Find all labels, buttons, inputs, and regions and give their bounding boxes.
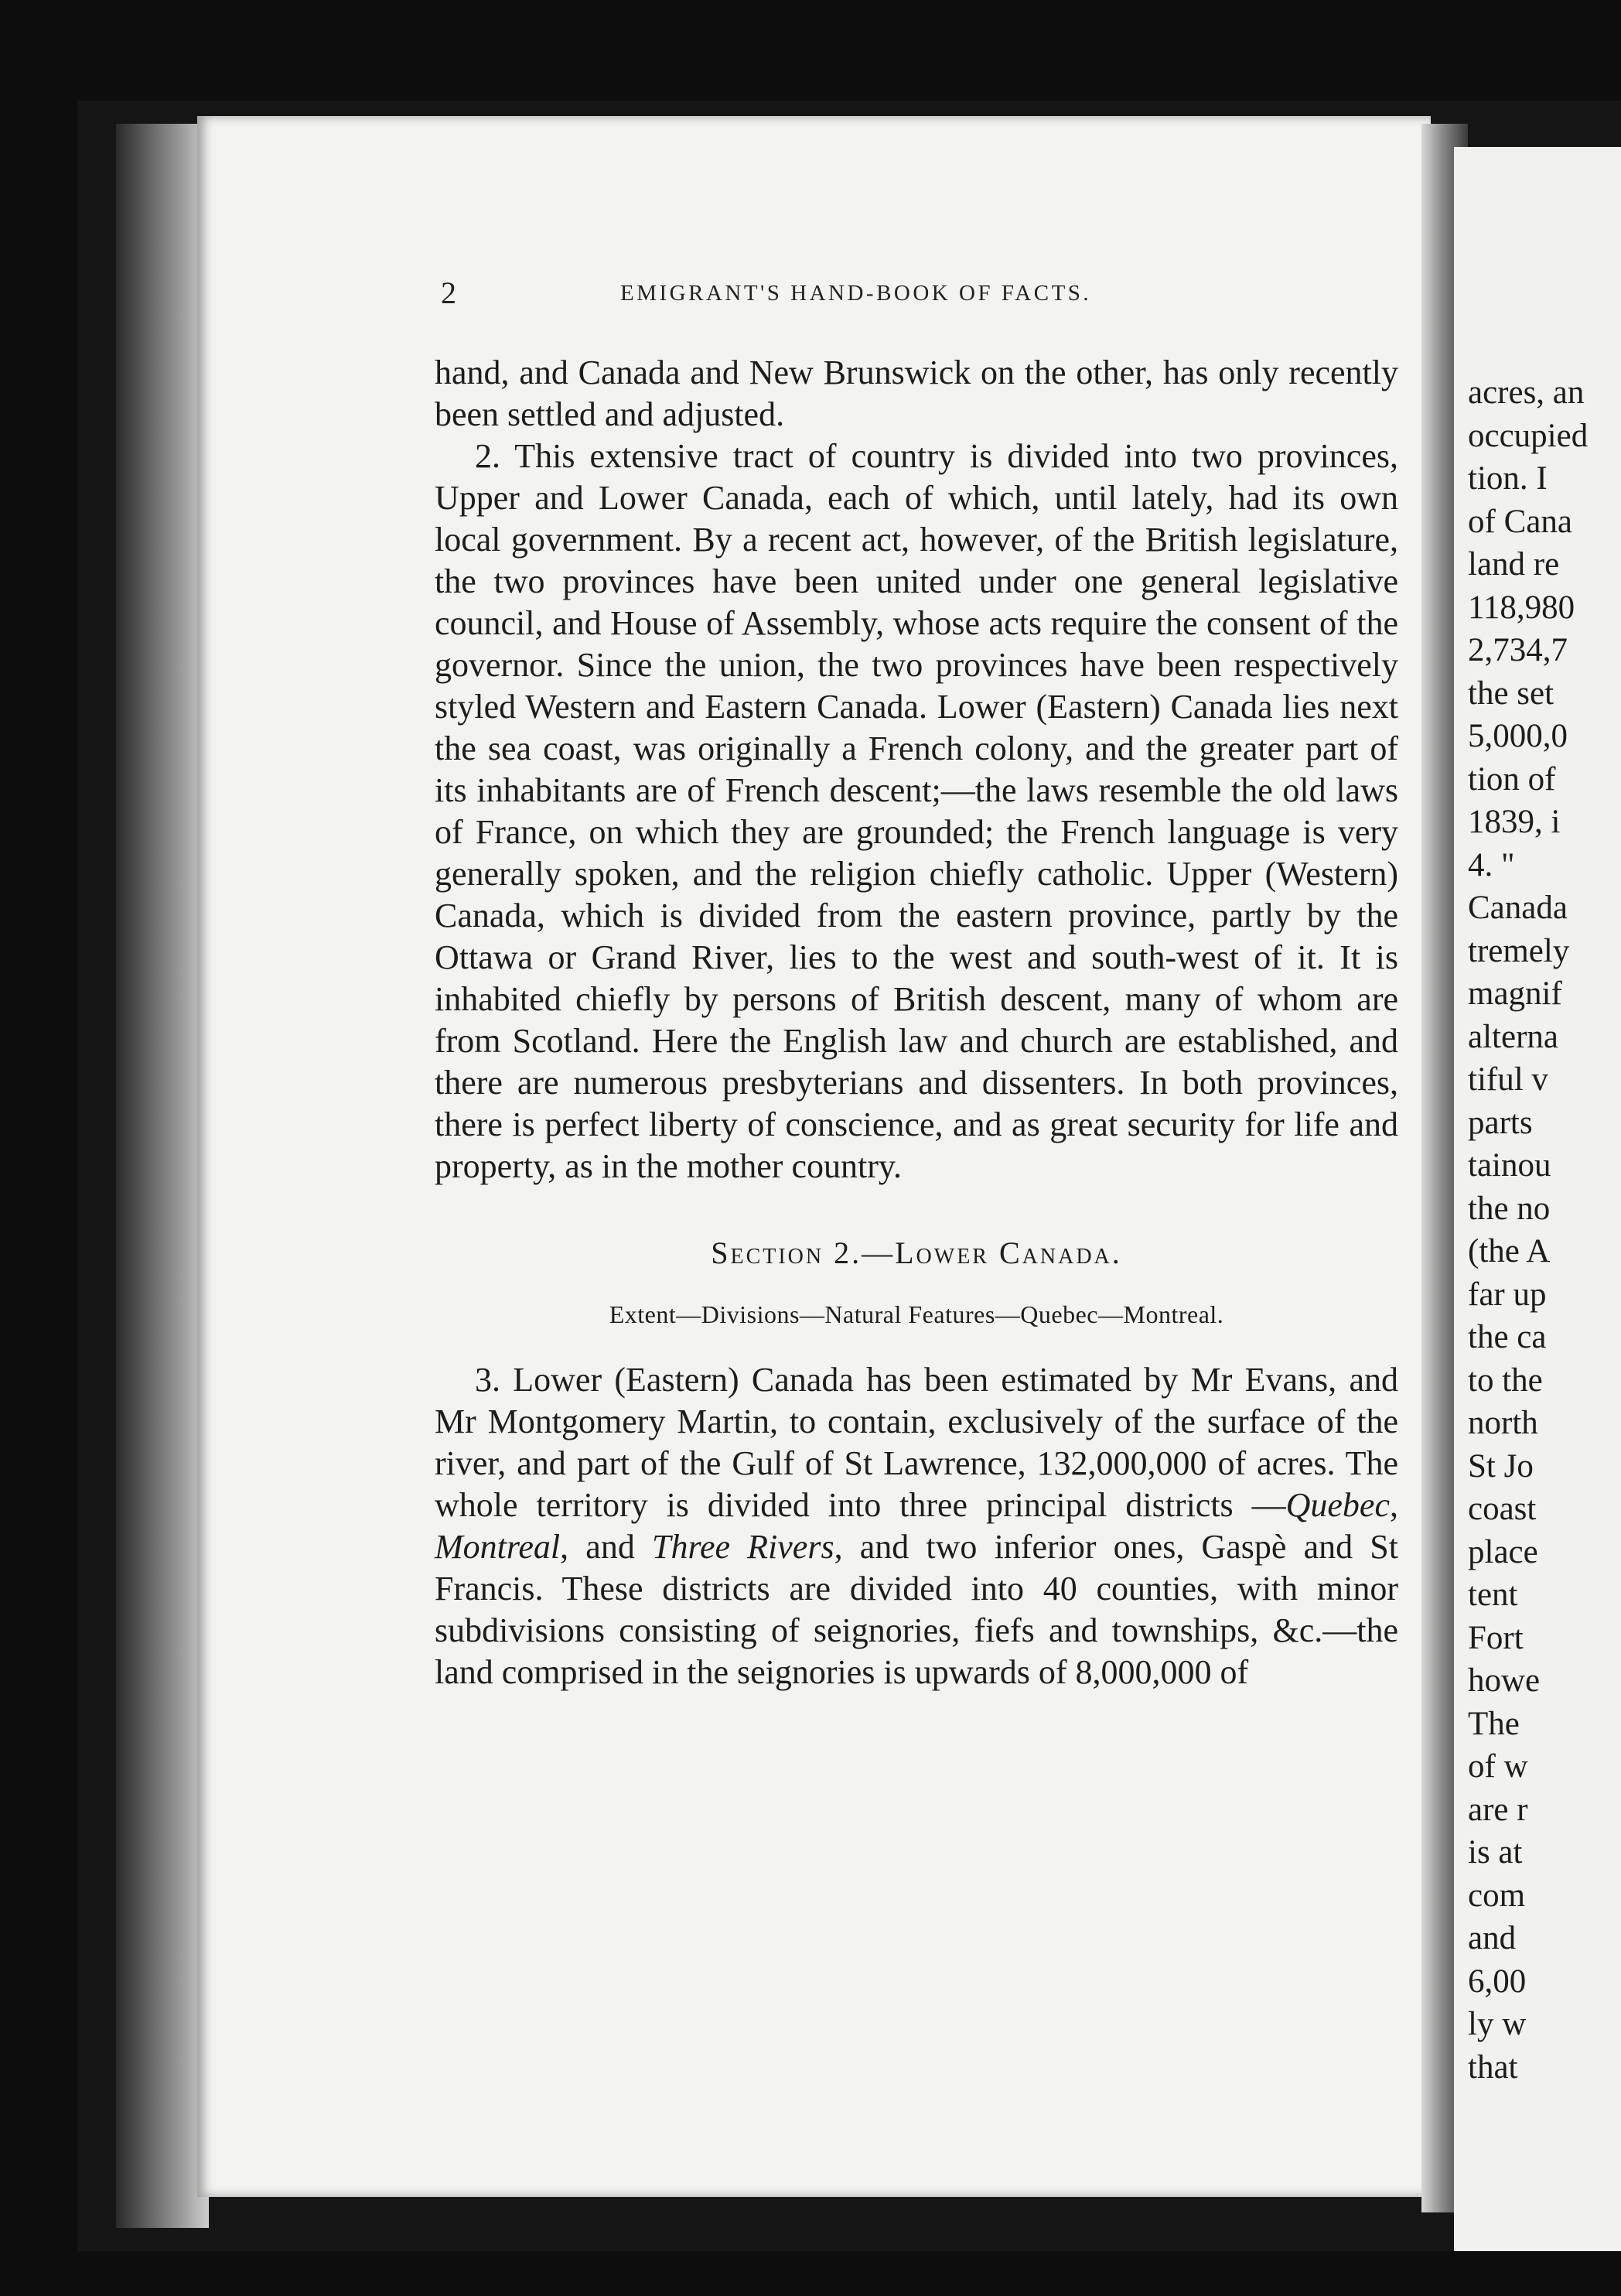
right-line: Canada — [1468, 890, 1568, 926]
right-line: of Cana — [1468, 503, 1572, 540]
right-page — [1454, 147, 1621, 2251]
right-line: tion of — [1468, 760, 1556, 798]
separator-1: , — [1390, 1486, 1398, 1524]
right-line: coast — [1468, 1491, 1537, 1527]
right-line: tent — [1468, 1577, 1518, 1613]
right-page-text — [1468, 371, 1621, 2089]
right-line: of w — [1468, 1748, 1528, 1785]
right-line: far up — [1468, 1276, 1547, 1313]
right-line: 2,734,7 — [1468, 632, 1568, 668]
right-line: tion. I — [1468, 460, 1548, 497]
right-line: 5,000,0 — [1468, 718, 1568, 754]
right-line: 4. " — [1468, 846, 1515, 883]
right-line: alterna — [1468, 1018, 1558, 1055]
paragraph-2: 2. This extensive tract of country is divided into two provinces, Upper and Lower Canada, each of which, until lately, had its own local government. By a recent act, however, of the British legislature, the two provinces have been united under one general legislative council, and House of Assembly, whose acts require the consent of the governor. Since the union, the two provinces have been respectively styled Western and Eastern Canada. Lower (Eastern) Canada lies next the sea coast, was originally a French colony, and the greater part of its inhabitants are of French descent;—the laws resemble the old laws of France, on which they are grounded; the French language is very generally spoken, and the religion chiefly catholic. Upper (Western) Canada, which is divided from the eastern province, partly by the Ottawa or Grand River, lies to the west and south-west of it. It is inhabited chiefly by persons of British descent, many of whom are from Scotland. Here the English law and church are established, and there are numerous presbyterians and dissenters. In both provinces, there is perfect liberty of conscience, and as great security for life and property, as in the mother country. — [435, 437, 1398, 1185]
right-line: 6,00 — [1468, 1963, 1527, 2000]
right-line: tainou — [1468, 1147, 1551, 1184]
right-line: com — [1468, 1877, 1526, 1914]
right-line: the no — [1468, 1190, 1551, 1227]
right-line: magnif — [1468, 975, 1562, 1012]
right-line: north — [1468, 1405, 1538, 1441]
right-line: 118,980 — [1468, 589, 1575, 626]
right-line: that — [1468, 2048, 1518, 2086]
page-edge — [116, 124, 209, 2228]
page-number: 2 — [441, 275, 456, 310]
district-quebec: Quebec — [1285, 1486, 1390, 1524]
right-line: tremely — [1468, 932, 1570, 969]
right-line: to the — [1468, 1362, 1543, 1399]
paragraph-3 — [435, 1359, 1398, 1693]
right-line: land re — [1468, 546, 1560, 583]
district-three-rivers: Three Rivers — [651, 1528, 834, 1566]
right-line: occupied — [1468, 417, 1589, 454]
right-line: St Jo — [1468, 1447, 1534, 1485]
right-line: are r — [1468, 1791, 1528, 1828]
right-line: ly w — [1468, 2006, 1527, 2042]
page-header — [441, 275, 1392, 321]
right-line: The — [1468, 1705, 1520, 1742]
right-line: Fort — [1468, 1619, 1524, 1656]
paragraph-3-start: 3. Lower (Eastern) Canada has been estimated by Mr Evans, and Mr Montgomery Martin, to contain, exclusively of the surface of the river, and part of the Gulf of St Lawrence, 132,000,000 of acres. The whole territory is divided into three principal districts — — [435, 1361, 1398, 1524]
right-line: the ca — [1468, 1319, 1547, 1355]
right-line: place — [1468, 1533, 1538, 1570]
right-line: howe — [1468, 1662, 1541, 1699]
paragraph-continued: hand, and Canada and New Brunswick on the other, has only recently been settled and adjusted. — [435, 354, 1398, 433]
right-line: tiful v — [1468, 1061, 1548, 1098]
left-page-text — [435, 352, 1398, 1693]
right-line: parts — [1468, 1104, 1533, 1141]
right-line: acres, an — [1468, 374, 1585, 411]
running-head: EMIGRANT'S HAND-BOOK OF FACTS. — [620, 281, 1092, 306]
right-line: and — [1468, 1920, 1517, 1956]
separator-2: , and — [560, 1528, 652, 1566]
right-line: (the A — [1468, 1233, 1551, 1269]
section-subtitle: Extent—Divisions—Natural Features—Quebec—Montreal. — [609, 1300, 1224, 1328]
right-line: the set — [1468, 675, 1554, 712]
section-title: Section 2.—Lower Canada. — [711, 1235, 1122, 1270]
paragraph-3-end: , and two inferior ones, Gaspè and St Francis. These districts are divided into 40 counties, with minor subdivisions consisting of seignories, fiefs and townships, &c.—the land comprised in the seignories is upwards of 8,000,000 of — [435, 1528, 1398, 1691]
right-line: is at — [1468, 1834, 1523, 1871]
right-line: 1839, i — [1468, 804, 1561, 840]
district-montreal: Montreal — [435, 1528, 561, 1566]
